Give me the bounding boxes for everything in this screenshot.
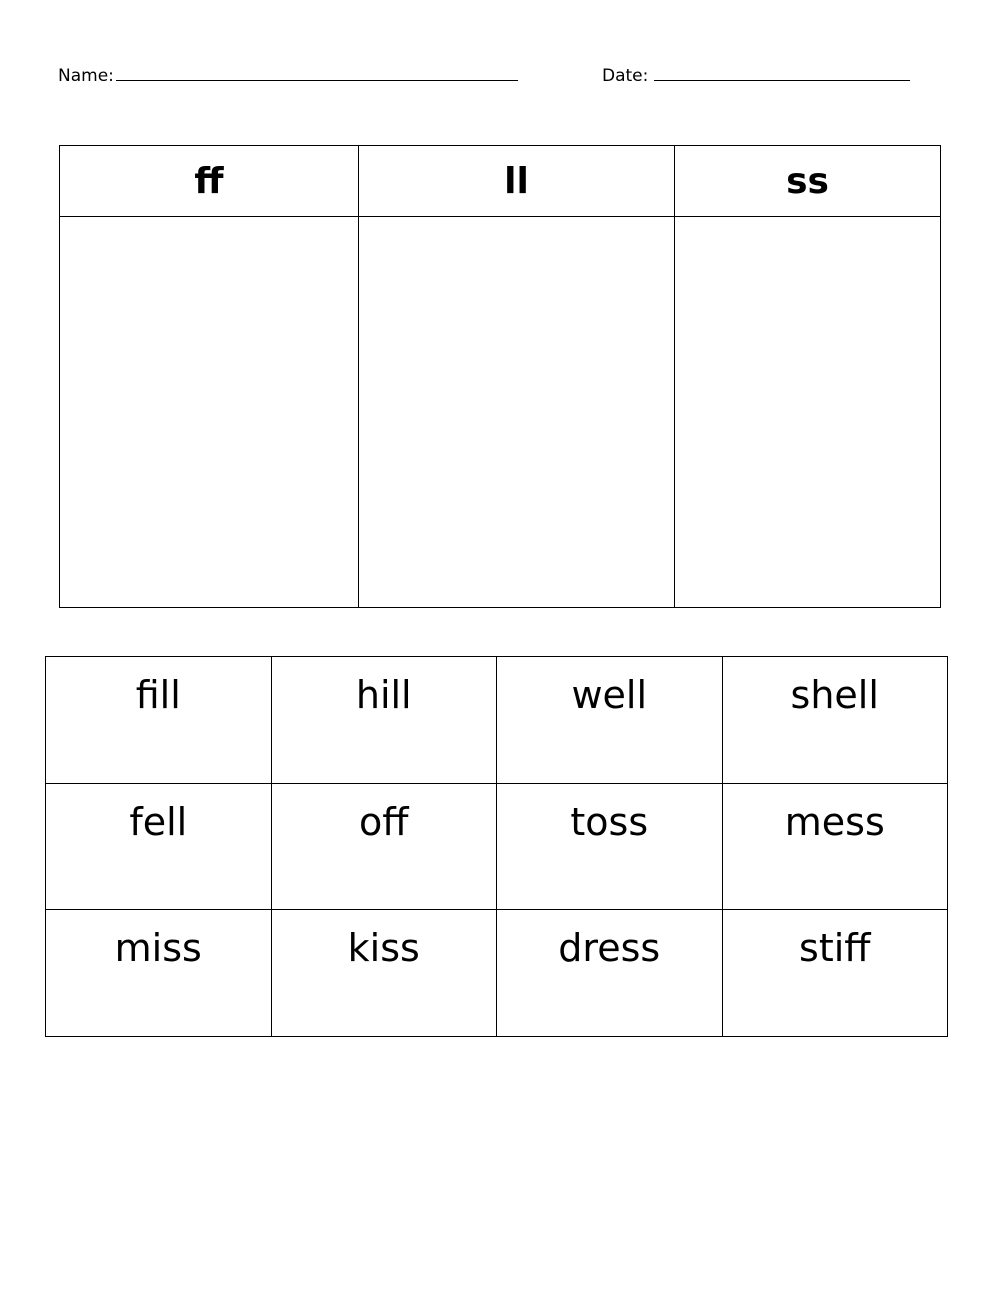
word-card[interactable]: mess [722,783,948,910]
word-card[interactable]: stiff [722,910,948,1037]
word-card[interactable]: miss [46,910,272,1037]
word-card[interactable]: off [271,783,497,910]
date-field[interactable] [602,62,910,87]
column-header-ff: ff [60,146,359,217]
word-card[interactable]: shell [722,657,948,784]
sorting-table-header-row [60,146,941,217]
column-header-ll: ll [359,146,675,217]
name-field[interactable] [58,62,518,87]
drop-zone-ll[interactable] [359,217,675,608]
word-bank-row [46,910,948,1037]
word-card[interactable]: kiss [271,910,497,1037]
word-bank [45,656,948,1037]
date-label: Date: [602,66,649,86]
drop-zone-ff[interactable] [60,217,359,608]
sorting-table [59,145,941,608]
word-card[interactable]: hill [271,657,497,784]
word-card[interactable]: fill [46,657,272,784]
name-label: Name: [58,66,114,86]
drop-zone-ss[interactable] [675,217,941,608]
word-card[interactable]: fell [46,783,272,910]
column-header-ss: ss [675,146,941,217]
word-bank-row [46,657,948,784]
date-blank-line[interactable] [654,62,910,81]
word-card[interactable]: well [497,657,723,784]
word-bank-row [46,783,948,910]
name-blank-line[interactable] [116,62,518,81]
word-card[interactable]: dress [497,910,723,1037]
sorting-table-body-row [60,217,941,608]
word-card[interactable]: toss [497,783,723,910]
